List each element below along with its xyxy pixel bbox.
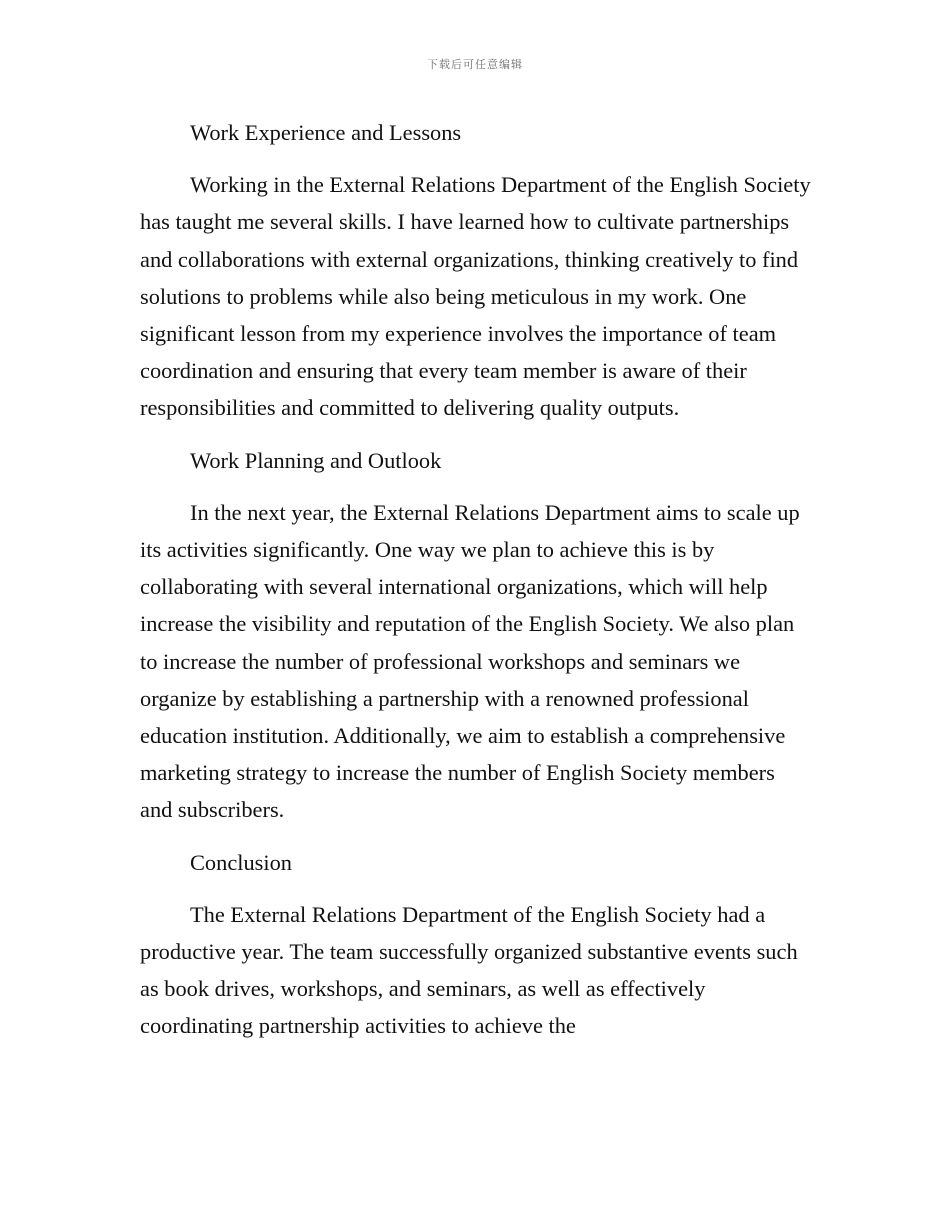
section-paragraph-planning: In the next year, the External Relations Department aims to scale up its activities significantly. One way we plan to achieve this is by collaborating with several international organizations, which will help increase the visibility and reputation of the English Society. We also plan to increase the number of professional workshops and seminars we organize by establishing a partnership with a renowned professional education institution. Additionally, we aim to establish a comprehensive marketing strategy to increase the number of English Society members and subscribers. (140, 499, 800, 823)
header-note: 下载后可任意编辑 (427, 58, 523, 71)
section-heading-conclusion: Conclusion (190, 849, 293, 875)
section-paragraph-conclusion: The External Relations Department of the English Society had a productive year. The team successfully organized substantive events such as book drives, workshops, and seminars, as well as effectively coordinating partnership activities to achieve the (140, 901, 798, 1039)
section-paragraph-experience: Working in the External Relations Department of the English Society has taught me several skills. I have learned how to cultivate partnerships and collaborations with external organizations, thinking creatively to find solutions to problems while also being meticulous in my work. One significant lesson from my experience involves the importance of team coordination and ensuring that every team member is aware of their responsibilities and committed to delivering quality outputs. (140, 172, 811, 421)
section-heading-planning: Work Planning and Outlook (190, 447, 442, 473)
section-heading-experience: Work Experience and Lessons (190, 120, 462, 145)
document-body (140, 114, 812, 1060)
